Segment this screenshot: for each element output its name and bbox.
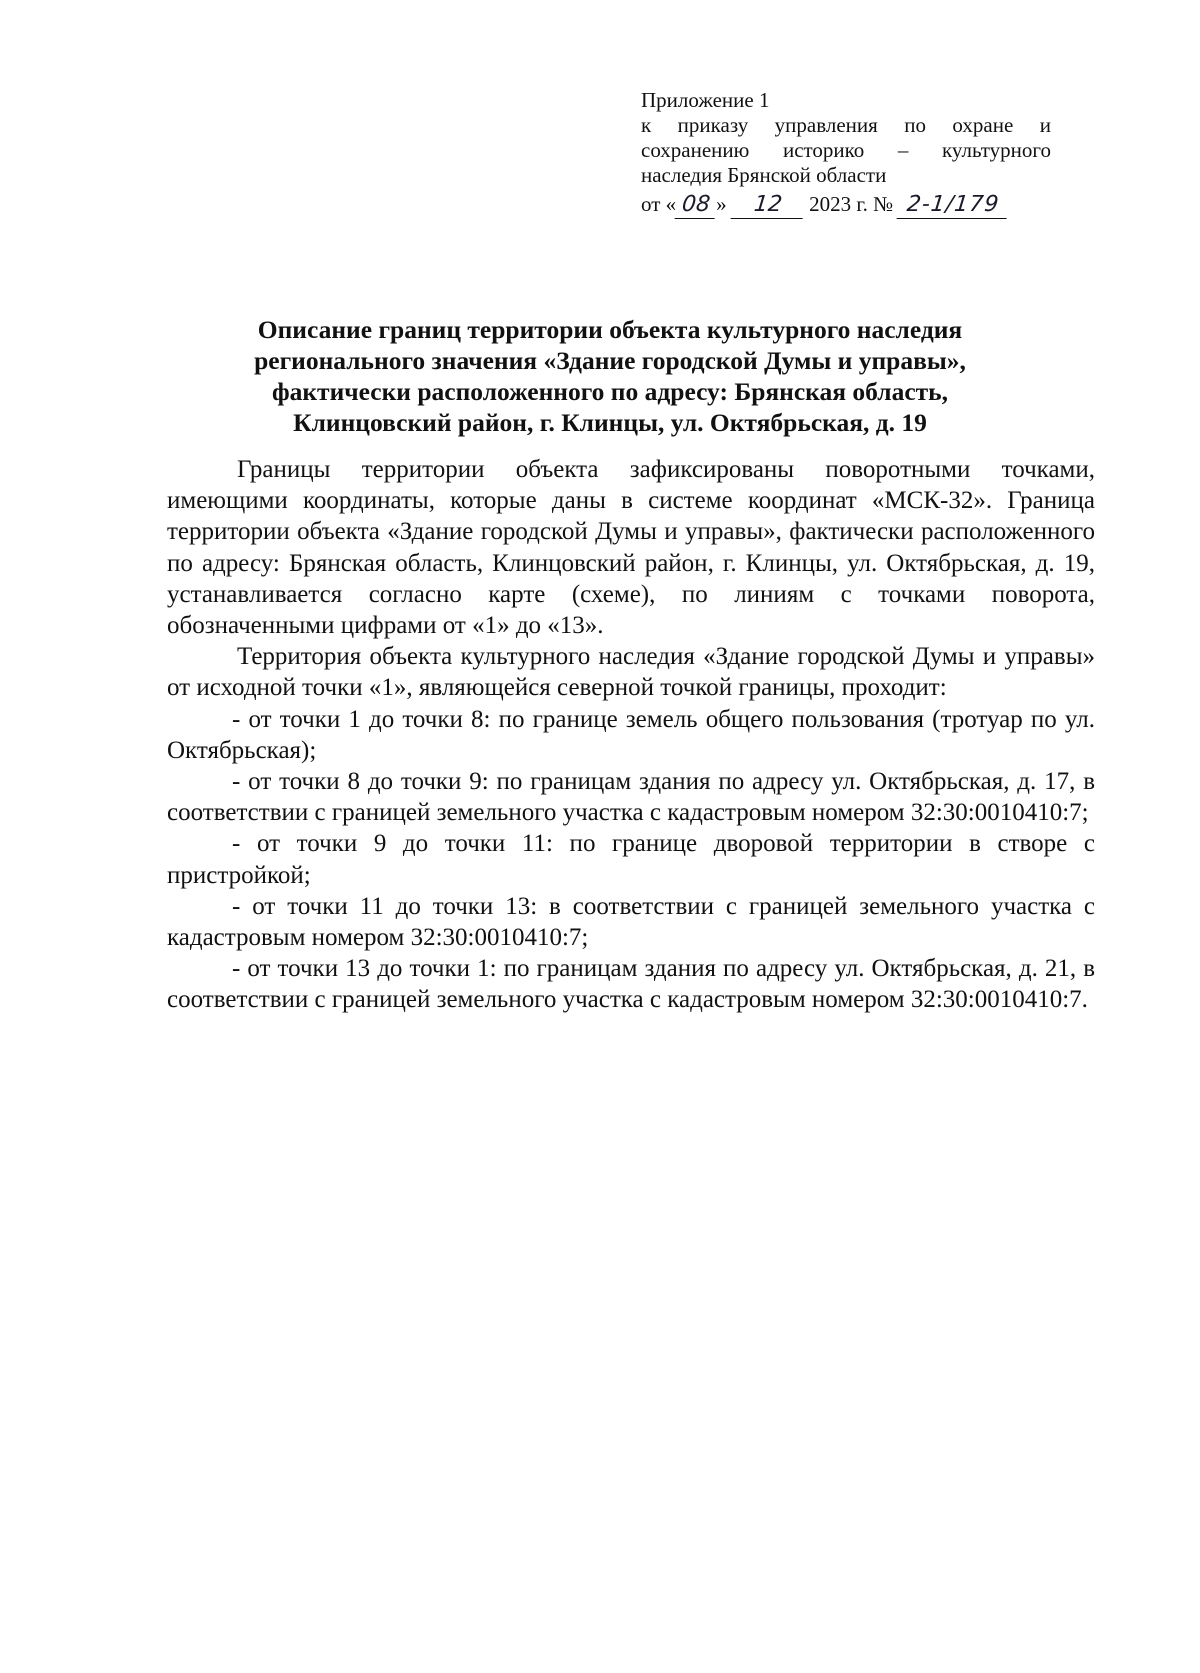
- annex-line-2: сохранению историко – культурного: [641, 138, 1051, 162]
- annex-date-line: [641, 192, 1051, 219]
- title-line-2: регионального значения «Здание городской Думы и управы»,: [254, 346, 966, 375]
- boundary-item-2: - от точки 8 до точки 9: по границам здания по адресу ул. Октябрьская, д. 17, в соответствии с границей земельного участка с кадастровым номером 32:30:0010410:7;: [167, 768, 1095, 827]
- boundary-item-1: - от точки 1 до точки 8: по границе земель общего пользования (тротуар по ул. Октябрьская);: [167, 705, 1095, 764]
- handwritten-order-number: 2-1/179: [897, 192, 1010, 219]
- title-line-4: Клинцовский район, г. Клинцы, ул. Октябрьская, д. 19: [293, 408, 927, 437]
- annex-header: [641, 88, 1051, 219]
- handwritten-day: 08: [675, 192, 718, 219]
- title-line-1: Описание границ территории объекта культурного наследия: [257, 315, 963, 344]
- annex-line-3: наследия Брянской области: [641, 163, 887, 187]
- title-line-3: фактически расположенного по адресу: Брянская область,: [271, 377, 949, 406]
- date-prefix: от «: [641, 192, 677, 216]
- annex-title: Приложение 1: [641, 88, 770, 112]
- date-year: 2023 г. №: [809, 192, 894, 216]
- document-body: [167, 454, 1095, 1016]
- boundary-item-3: - от точки 9 до точки 11: по границе дворовой территории в створе с пристройкой;: [167, 830, 1095, 889]
- handwritten-month: 12: [730, 192, 805, 219]
- boundary-item-5: - от точки 13 до точки 1: по границам здания по адресу ул. Октябрьская, д. 21, в соответствии с границей земельного участка с кадастровым номером 32:30:0010410:7.: [167, 955, 1095, 1014]
- date-mid: »: [716, 192, 727, 216]
- paragraph-1: Границы территории объекта зафиксированы поворотными точками, имеющими координаты, которые даны в системе координат «МСК-32». Граница территории объекта «Здание городской Думы и управы», фактически расположенного по адресу: Брянская область, Клинцовский район, г. Клинцы, ул. Октябрьская, д. 19, устанавливается согласно карте (схеме), по линиям с точками поворота, обозначенными цифрами от «1» до «13».: [167, 456, 1095, 640]
- document-title: [160, 314, 1060, 438]
- annex-line-1: к приказу управления по охране и: [641, 113, 1051, 137]
- boundary-item-4: - от точки 11 до точки 13: в соответствии с границей земельного участка с кадастровым номером 32:30:0010410:7;: [167, 892, 1095, 952]
- paragraph-2: Территория объекта культурного наследия «Здание городской Думы и управы» от исходной точки «1», являющейся северной точкой границы, проходит:: [167, 643, 1095, 702]
